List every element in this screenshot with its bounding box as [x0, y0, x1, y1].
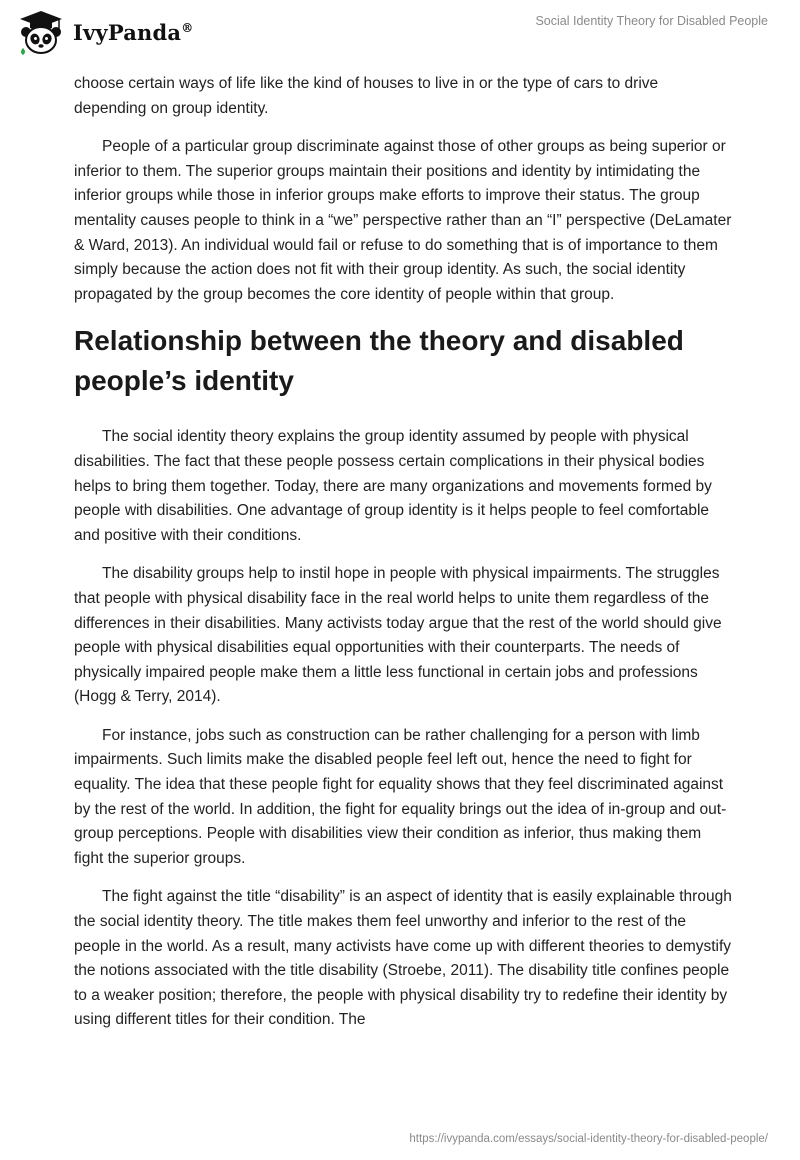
brand-name: IvyPanda®: [73, 19, 194, 45]
paragraph: The fight against the title “disability” is an aspect of identity that is easily explainable through the social identity theory. The title makes them feel unworthy and inferior to the rest of the people in the world. As a result, many activists have come up with different theories to demystify the notions associated with the title disability (Stroebe, 2011). The disability title confines people to a weaker position; therefore, the people with physical disability try to redefine their identity by using different titles for their condition. The: [74, 888, 732, 1029]
paragraph: The disability groups help to instil hope in people with physical impairments. The struggles that people with physical disability face in the real world helps to unite them regardless of the differences in their disabilities. Many activists today argue that the rest of the world should give people with physical disabilities equal opportunities with their counterparts. The needs of physically impaired people make them a little less functional in certain jobs and professions (Hogg & Terry, 2014).: [74, 565, 722, 706]
page-header: [0, 0, 800, 70]
section-heading: Relationship between the theory and disabled people’s identity: [74, 325, 684, 397]
paragraph: choose certain ways of life like the kind of houses to live in or the type of cars to drive depending on group identity.: [74, 75, 659, 117]
paragraph: The social identity theory explains the group identity assumed by people with physical disabilities. The fact that these people possess certain complications in their physical bodies helps to bring them together. Today, there are many organizations and movements formed by people with disabilities. One advantage of group identity is it helps people to feel comfortable and positive with their conditions.: [74, 428, 712, 544]
panda-graduate-icon: [16, 8, 66, 56]
paragraph: For instance, jobs such as construction can be rather challenging for a person with limb impairments. Such limits make the disabled people feel left out, hence the need to fight for equality. The idea that these people fight for equality shows that they feel discriminated against by the rest of the world. In addition, the fight for equality brings out the idea of in-group and out-group perceptions. People with disabilities view their condition as inferior, thus making them fight the superior groups.: [74, 726, 727, 867]
essay-body: [74, 72, 734, 1047]
document-title: Social Identity Theory for Disabled People: [535, 14, 768, 28]
source-url[interactable]: https://ivypanda.com/essays/social-identity-theory-for-disabled-people/: [409, 1133, 768, 1145]
paragraph: People of a particular group discriminate against those of other groups as being superior or inferior to them. The superior groups maintain their positions and identity by intimidating the inferior groups while those in inferior groups make efforts to improve their status. The group mentality causes people to think in a “we” perspective rather than an “I” perspective (DeLamater & Ward, 2013). An individual would fail or refuse to do something that is of importance to them simply because the action does not fit with their group identity. As such, the social identity propagated by the group becomes the core identity of people within that group.: [74, 138, 732, 303]
brand-logo[interactable]: [16, 8, 193, 56]
